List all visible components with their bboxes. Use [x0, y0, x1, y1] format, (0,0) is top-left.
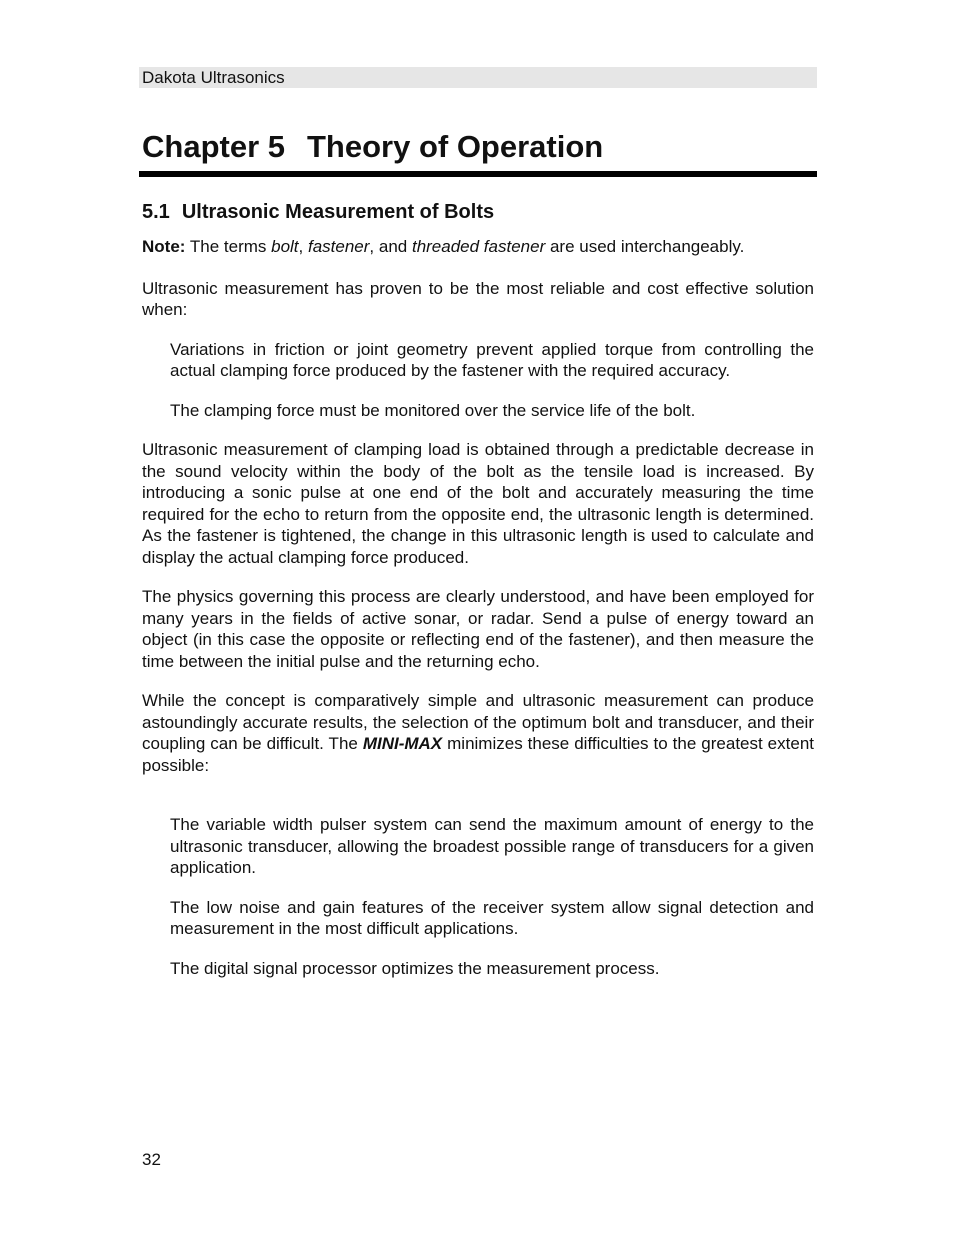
note-text: are used interchangeably. [545, 237, 745, 256]
feature-item: The digital signal processor optimizes the measurement process. [170, 958, 660, 978]
running-header [139, 67, 817, 88]
chapter-name: Theory of Operation [306, 129, 604, 164]
condition-item: Variations in friction or joint geometry prevent applied torque from controlling the actual clamping force produced by the fastener with the required accuracy. [170, 339, 814, 380]
body-paragraph: The physics governing this process are clearly understood, and have been employed for many years in the fields of active sonar, or radar. Send a pulse of energy toward an object (in this case the opposite or reflecting end of the fastener), and then measure the time between the initial pulse and the returning echo. [142, 587, 814, 671]
feature-item: The variable width pulser system can send the maximum amount of energy to the ultrasonic transducer, allowing the broadest possible range of transducers for a given application. [170, 815, 814, 877]
product-name: MINI-MAX [362, 734, 443, 753]
feature-item: The low noise and gain features of the receiver system allow signal detection and measurement in the most difficult applications. [170, 897, 814, 938]
title-rule [139, 171, 817, 177]
page-body [142, 236, 814, 997]
concept-paragraph [142, 690, 814, 776]
header-company: Dakota Ultrasonics [142, 68, 285, 87]
concept-text: While the concept is comparatively simple and ultrasonic measurement can produce astoundingly accurate results, the selection of the optimum bolt and transducer, and their coupling can be difficult. The [142, 691, 814, 753]
note-paragraph [142, 236, 814, 258]
note-text: The terms [185, 237, 272, 256]
note-term: bolt [271, 237, 299, 256]
body-paragraph: Ultrasonic measurement of clamping load is obtained through a predictable decrease in the sound velocity within the body of the bolt as the tensile load is increased. By introducing a sonic pulse at one end of the bolt and accurately measuring the time required for the echo to return from the opposite end, the ultrasonic length is determined. As the fastener is tightened, the change in this ultrasonic length is used to calculate and display the actual clamping force produced. [142, 440, 814, 567]
note-label: Note: [142, 237, 186, 256]
section-title: Ultrasonic Measurement of Bolts [181, 201, 495, 223]
note-text: , [298, 237, 308, 256]
intro-paragraph: Ultrasonic measurement has proven to be the most reliable and cost effective solution when: [142, 278, 814, 319]
condition-item: The clamping force must be monitored over the service life of the bolt. [170, 400, 696, 420]
section-number: 5.1 [142, 201, 170, 223]
concept-text: minimizes these difficulties to the greatest extent possible: [142, 734, 814, 775]
page-number: 32 [142, 1150, 161, 1169]
note-text: , and [369, 237, 412, 256]
note-term: fastener [307, 237, 370, 256]
note-term: threaded fastener [411, 237, 546, 256]
chapter-number: Chapter 5 [142, 129, 285, 164]
chapter-title [142, 127, 603, 167]
section-heading [142, 199, 494, 225]
